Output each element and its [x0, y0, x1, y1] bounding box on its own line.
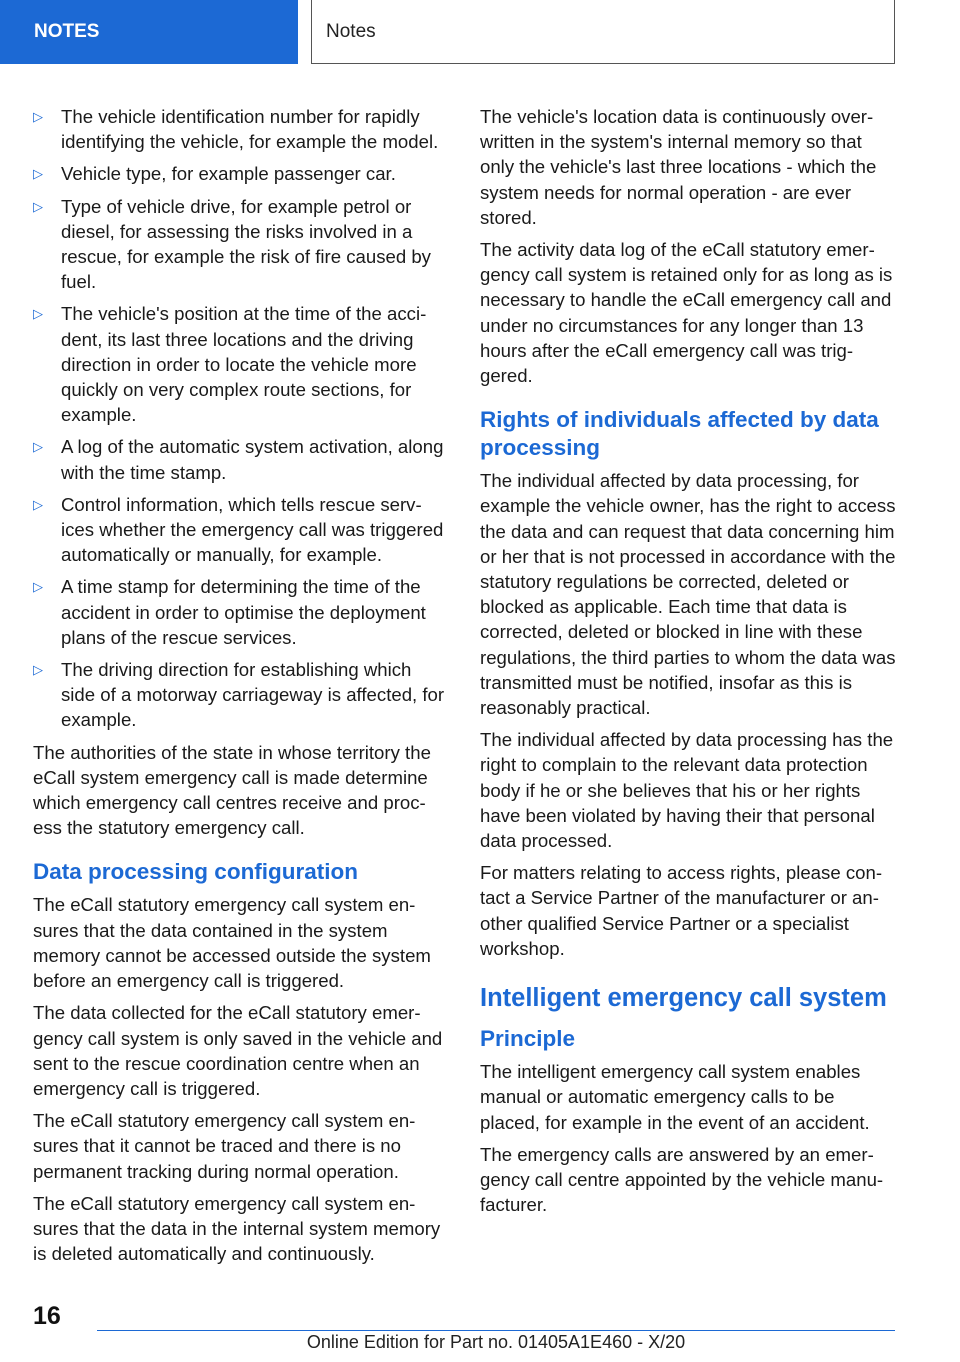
config-paragraph: The eCall statutory emergency call system ensures that the data in the internal system memory is deleted automatically and continuously. — [33, 1192, 441, 1265]
footer-divider — [97, 1330, 895, 1331]
list-item: ▷ A log of the automatic system activation, along with the time stamp. — [33, 436, 444, 483]
intelligent-call-heading: Intelligent emergency call system — [480, 984, 887, 1013]
config-paragraph: The eCall statutory emergency call system ensures that it cannot be traced and there is no permanent tracking during normal operation. — [33, 1110, 416, 1182]
section-header — [311, 0, 895, 64]
principle-heading: Principle — [480, 1026, 576, 1052]
rights-paragraph: For matters relating to access rights, please contact a Service Partner of the manufacturer or another qualified Service Partner or a specialist workshop. — [480, 862, 883, 959]
triangle-bullet-icon: ▷ — [33, 198, 43, 214]
triangle-bullet-icon: ▷ — [33, 306, 43, 322]
data-items-list — [33, 104, 447, 733]
principle-paragraph: The intelligent emergency call system enables manual or automatic emergency calls to be placed, for example in the event of an accident. — [480, 1061, 870, 1133]
triangle-bullet-icon: ▷ — [33, 109, 43, 124]
rights-paragraph: The individual affected by data processing has the right to complain to the relevant data protection body if he or she believes that his or her rights have been violated by having their that personal data processed. — [480, 729, 894, 852]
rights-heading: Rights of individuals affected by data processing — [480, 407, 879, 461]
right-column — [480, 104, 896, 1224]
principle-paragraph: The emergency calls are answered by an emergency call centre appointed by the vehicle manufacturer. — [480, 1143, 884, 1216]
config-paragraph: The data collected for the eCall statutory emergency call system is only saved in the vehicle and sent to the rescue coordination centre when an emergency call is triggered. — [33, 1002, 443, 1099]
triangle-bullet-icon: ▷ — [33, 496, 43, 512]
chapter-tab-label: NOTES — [34, 21, 100, 42]
page-number: 16 — [33, 1302, 61, 1330]
section-header-label: Notes — [326, 20, 376, 42]
list-item: ▷ Control information, which tells rescue services whether the emergency call was triggered automatically or manually, for example. — [33, 493, 444, 566]
list-item: ▷ The vehicle identification number for rapidly identifying the vehicle, for example the model. — [33, 106, 439, 153]
triangle-bullet-icon: ▷ — [33, 662, 43, 678]
list-item: ▷ The vehicle's position at the time of the accident, its last three locations and the driving direction in order to locate the vehicle more quickly on very complex route sections, for example. — [33, 303, 427, 426]
location-paragraph: The vehicle's location data is continuously overwritten in the system's internal memory so that only the vehicle's last three locations - which the system needs for normal operation - are ever stored. — [480, 106, 877, 228]
list-item: ▷ Type of vehicle drive, for example petrol or diesel, for assessing the risks involved in a rescue, for example the risk of fire caused by fuel. — [33, 195, 431, 293]
rights-paragraph: The individual affected by data processing, for example the vehicle owner, has the right to access the data and can request that data concerning him or her that is not processed in accordance with the statutory regulations be corrected, deleted or blocked as applicable. Each time that data is corrected, deleted or blocked in line with these regulations, the third parties to whom the data was transmitted must be notified, insofar as this is reasonably practical. — [480, 470, 896, 719]
activity-log-paragraph: The activity data log of the eCall statutory emergency call system is retained only for as long as is necessary to handle the eCall emergency call and under no circumstances for any longer than 13 hours after the eCall emergency call was triggered. — [480, 239, 893, 387]
config-paragraph: The eCall statutory emergency call system ensures that the data contained in the system memory cannot be accessed outside the system before an emergency call is triggered. — [33, 894, 431, 992]
authorities-paragraph: The authorities of the state in whose territory the eCall system emergency call is made determine which emergency call centres receive and process the statutory emergency call. — [33, 741, 431, 839]
left-column — [33, 104, 447, 1273]
triangle-bullet-icon: ▷ — [33, 579, 43, 595]
list-item: ▷ Vehicle type, for example passenger car. — [33, 161, 447, 186]
chapter-tab[interactable] — [0, 0, 298, 64]
list-item: ▷ A time stamp for determining the time of the accident in order to optimise the deployment plans of the rescue services. — [33, 576, 426, 648]
triangle-bullet-icon: ▷ — [33, 166, 43, 182]
list-item: ▷ The driving direction for establishing which side of a motorway carriageway is affected, for example. — [33, 659, 445, 731]
triangle-bullet-icon: ▷ — [33, 439, 43, 455]
edition-footer: Online Edition for Part no. 01405A1E460 - X/20 — [306, 1332, 686, 1352]
config-heading: Data processing configuration — [33, 859, 359, 885]
